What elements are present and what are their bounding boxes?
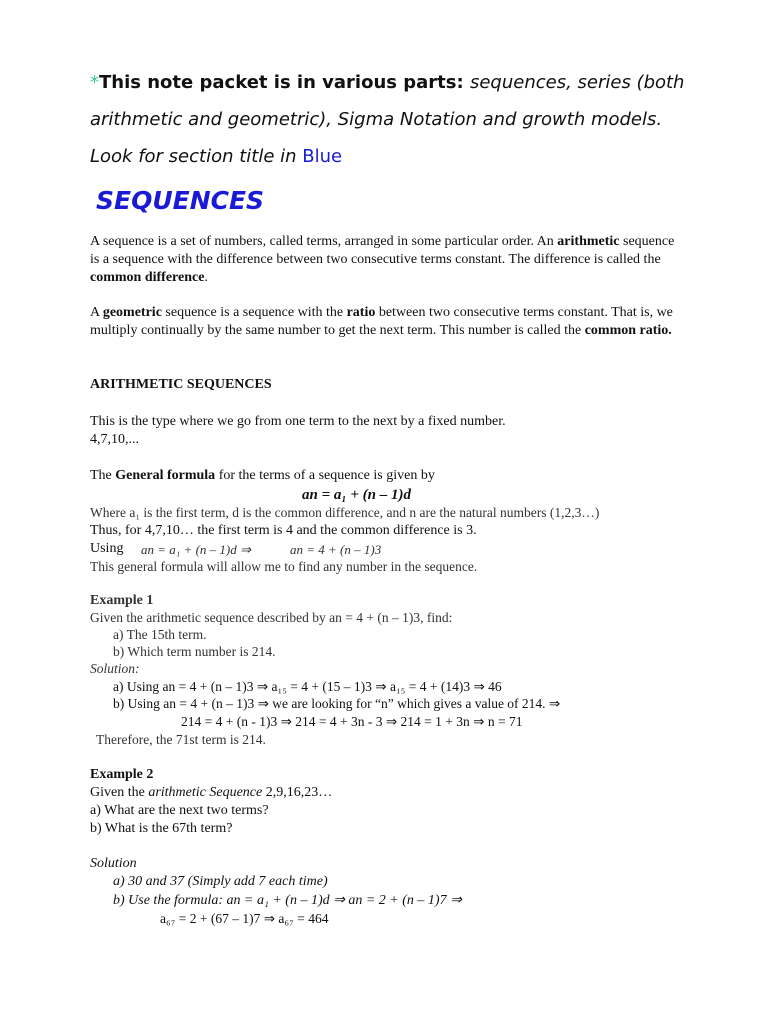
p1-text-1: A sequence is a set of numbers, called terms, arranged in some particular order. An [90,234,558,249]
example-1-conclusion: Therefore, the 71st term is 214. [96,732,266,747]
example-1-solution-a: a) Using an = 4 + (n – 1)3 ⇒ a₁₅ = 4 + (15 – 1)3 ⇒ a₁₅ = 4 + (14)3 ⇒ 46 [113,679,502,694]
gf-bold: General formula [115,468,216,483]
general-formula-line [90,468,435,484]
intro-bold-text: This note packet is in various parts: [99,72,470,93]
example-2-given-sequence: 2,9,16,23… [262,785,333,800]
example-2-question-a: a) What are the next two terms? [90,803,269,818]
p2-text-3: between two consecutive terms constant. That is, we multiply continually by the same number to get the next term. This number is called the [90,305,673,338]
p1-text-2: sequence is a sequence with the difference between two consecutive terms constant. The difference is called the [90,234,675,267]
thus-line: Thus, for 4,7,10… the first term is 4 and the common difference is 3. [90,523,477,538]
example-2-given-italic: arithmetic Sequence [148,785,263,800]
example-2-solution-c: a₆₇ = 2 + (67 – 1)7 ⇒ a₆₇ = 464 [160,911,329,926]
example-2-solution-b: b) Use the formula: an = a₁ + (n – 1)d ⇒ an = 2 + (n – 1)7 ⇒ [113,893,462,908]
using-formula-2: an = 4 + (n – 1)3 [290,542,382,557]
example-2-solution-a: a) 30 and 37 (Simply add 7 each time) [113,874,328,889]
gf-text-1: The [90,468,116,483]
p2-bold-geometric: geometric [102,305,162,320]
p2-text-2: sequence is a sequence with the [161,305,347,320]
example-1-solution-b-steps: 214 = 4 + (n - 1)3 ⇒ 214 = 4 + 3n - 3 ⇒ 214 = 1 + 3n ⇒ n = 71 [181,714,523,729]
paragraph-geometric-definition [90,304,680,340]
example-2-question-b: b) What is the 67th term? [90,821,233,836]
section-title: SEQUENCES [96,186,265,215]
general-formula-note: This general formula will allow me to find any number in the sequence. [90,559,478,574]
arithmetic-description: This is the type where we go from one term to the next by a fixed number. [90,414,506,429]
intro-paragraph [90,64,690,175]
example-1-solution-label: Solution: [90,661,140,676]
general-formula: an = a₁ + (n – 1)d [302,487,411,503]
star-marker: * [90,72,99,93]
where-explanation: Where a₁ is the first term, d is the common difference, and n are the natural numbers (1,2,3…) [90,505,600,520]
example-2-given-text: Given the [90,785,149,800]
arithmetic-sequences-heading: ARITHMETIC SEQUENCES [90,377,272,392]
example-2-given [90,785,332,801]
p2-bold-common-ratio: common ratio. [584,323,672,338]
intro-italic-text: sequences, series (both arithmetic and geometric), Sigma Notation and growth models. Look for section title in [90,72,685,167]
example-1-question-b: b) Which term number is 214. [113,644,276,659]
p2-text-1: A [90,305,103,320]
gf-text-2: for the terms of a sequence is given by [215,468,435,483]
example-1-solution-b: b) Using an = 4 + (n – 1)3 ⇒ we are looking for “n” which gives a value of 214. ⇒ [113,696,561,711]
p1-bold-common-difference: common difference [90,270,205,285]
p1-bold-arithmetic: arithmetic [557,234,620,249]
arithmetic-example-sequence: 4,7,10,... [90,432,139,447]
using-label: Using [90,541,124,556]
paragraph-sequence-definition [90,233,680,287]
using-formula-1: an = a₁ + (n – 1)d ⇒ [141,542,251,557]
example-2-heading: Example 2 [90,767,154,782]
example-2-solution-label: Solution [90,856,137,871]
intro-blue-word: Blue [302,146,343,167]
p2-bold-ratio: ratio [346,305,376,320]
example-1-heading: Example 1 [90,593,154,608]
p1-text-3: . [204,270,208,285]
example-1-given: Given the arithmetic sequence described by an = 4 + (n – 1)3, find: [90,610,453,625]
example-1-question-a: a) The 15th term. [113,627,207,642]
